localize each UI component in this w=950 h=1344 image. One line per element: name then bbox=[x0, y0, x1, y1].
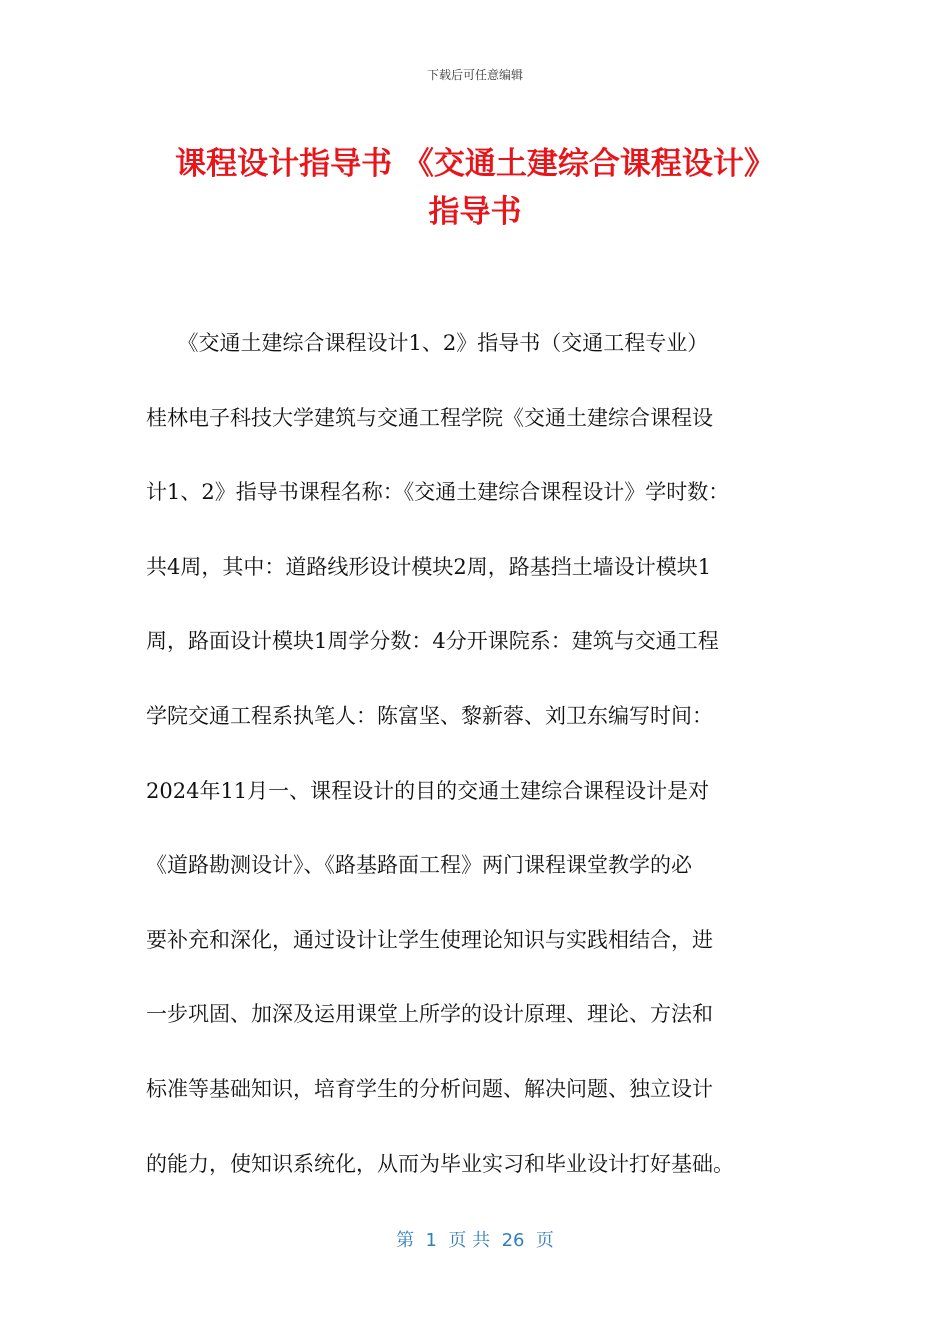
document-title bbox=[95, 140, 855, 236]
body-line: 计1、2》指导书课程名称：《交通土建综合课程设计》学时数： bbox=[146, 480, 730, 505]
document-title-line-2: 指导书 bbox=[428, 194, 522, 230]
body-line: 《交通土建综合课程设计1、2》指导书（交通工程专业） bbox=[146, 331, 709, 355]
body-line: 标准等基础知识，培育学生的分析问题、解决问题、独立设计 bbox=[146, 1076, 713, 1101]
document-title-line-1: 课程设计指导书 《交通土建综合课程设计》 bbox=[175, 146, 775, 182]
body-line: 共4周，其中：道路线形设计模块2周，路基挡土墙设计模块1 bbox=[146, 554, 712, 579]
body-line: 学院交通工程系执笔人：陈富坚、黎新蓉、刘卫东编写时间： bbox=[146, 703, 713, 728]
body-line: 周，路面设计模块1周学分数：4分开课院系：建筑与交通工程 bbox=[146, 629, 719, 654]
body-line: 2024年11月一、课程设计的目的交通土建综合课程设计是对 bbox=[146, 778, 710, 803]
page-number-footer: 第 1 页 共 26 页 bbox=[396, 1230, 554, 1251]
body-line: 桂林电子科技大学建筑与交通工程学院《交通土建综合课程设 bbox=[146, 405, 713, 430]
body-line: 的能力，使知识系统化，从而为毕业实习和毕业设计打好基础。 bbox=[146, 1151, 734, 1176]
body-text bbox=[146, 321, 816, 1216]
body-line: 一步巩固、加深及运用课堂上所学的设计原理、理论、方法和 bbox=[146, 1002, 713, 1027]
body-line: 要补充和深化，通过设计让学生使理论知识与实践相结合，进 bbox=[146, 927, 713, 952]
page-header-note: 下载后可任意编辑 bbox=[426, 68, 523, 82]
body-line: 《道路勘测设计》、《路基路面工程》两门课程课堂教学的必 bbox=[146, 853, 692, 878]
